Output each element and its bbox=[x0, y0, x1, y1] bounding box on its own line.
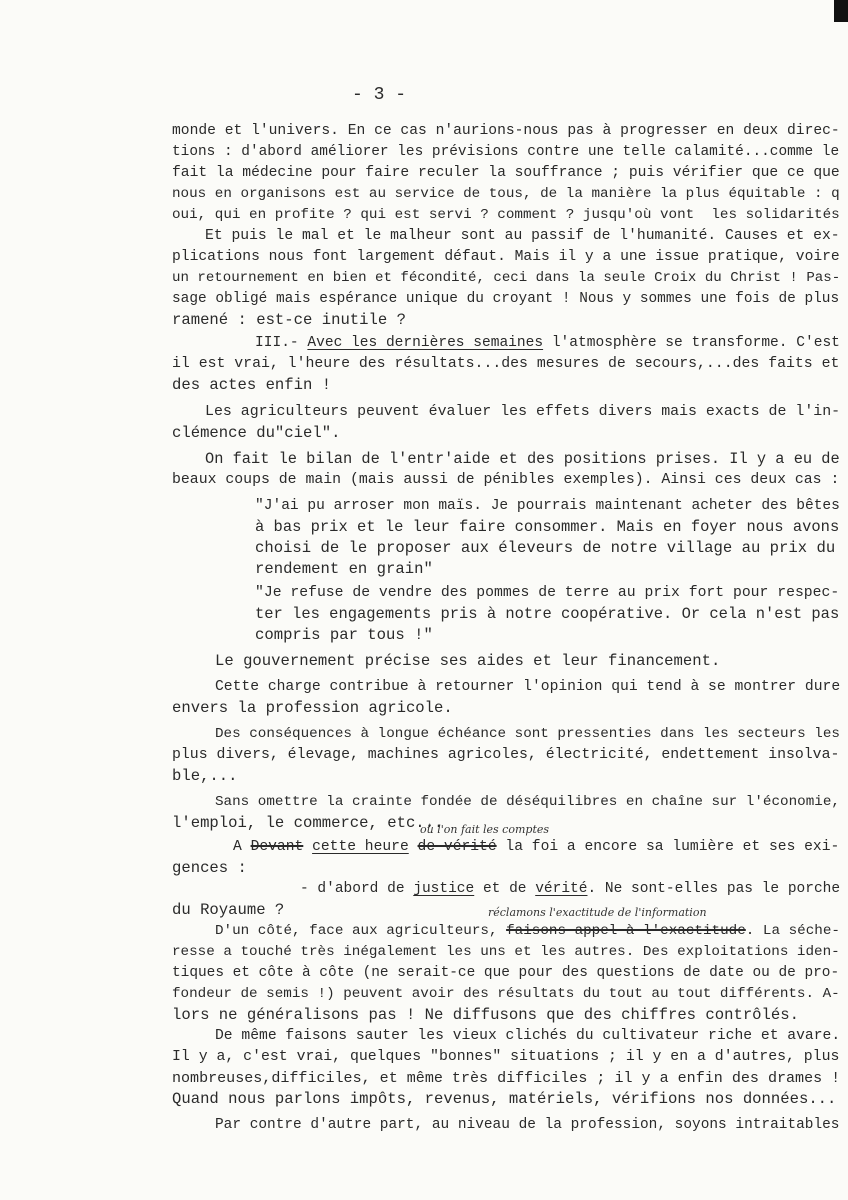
text-line: On fait le bilan de l'entr'aide et des positions prises. Il y a eu de bbox=[205, 450, 840, 468]
text-line: il est vrai, l'heure des résultats...des mesures de secours,...des faits et bbox=[172, 356, 840, 372]
text-line: un retournement en bien et fécondité, ceci dans la seule Croix du Christ ! Pas- bbox=[172, 270, 841, 286]
text-line: gences : bbox=[172, 859, 247, 877]
text-line: du Royaume ? bbox=[172, 901, 285, 919]
underlined-word: vérité bbox=[535, 881, 588, 897]
section-heading-line bbox=[255, 336, 840, 351]
text-line: beaux coups de main (mais aussi de pénibles exemples). Ainsi ces deux cas : bbox=[172, 472, 840, 488]
text-line: clémence du"ciel". bbox=[172, 424, 341, 442]
text-line: De même faisons sauter les vieux clichés du cultivateur riche et avare. bbox=[215, 1028, 841, 1044]
underlined-phrase: Avec les dernières semaines bbox=[307, 335, 544, 351]
text-run: A bbox=[233, 839, 251, 855]
text-line: Quand nous parlons impôts, revenus, matériels, vérifions nos données... bbox=[172, 1090, 837, 1108]
text-line: fondeur de semis !) peuvent avoir des résultats du tout au tout différents. A- bbox=[172, 986, 840, 1002]
text-line: plications nous font largement défaut. Mais il y a une issue pratique, voire bbox=[172, 249, 840, 265]
text-line-with-underlines bbox=[300, 882, 840, 897]
underlined-word: justice bbox=[413, 881, 475, 897]
text-line: oui, qui en profite ? qui est servi ? comment ? jusqu'où vont les solidarités bbox=[172, 207, 840, 223]
text-line: resse a touché très inégalement les uns et les autres. Des exploitations iden- bbox=[172, 944, 840, 960]
text-line: Des conséquences à longue échéance sont pressenties dans les secteurs les bbox=[215, 726, 840, 742]
scan-corner-mark bbox=[834, 0, 848, 22]
text-line: lors ne généralisons pas ! Ne diffusons que des chiffres contrôlés. bbox=[172, 1006, 799, 1024]
text-line-with-edits bbox=[215, 924, 840, 938]
text-line: envers la profession agricole. bbox=[172, 699, 453, 717]
quote-line: ter les engagements pris à notre coopérative. Or cela n'est pas bbox=[255, 605, 840, 623]
handwritten-insertion: réclamons l'exactitude de l'information bbox=[488, 906, 707, 919]
quote-line: rendement en grain" bbox=[255, 560, 433, 578]
quote-line: "J'ai pu arroser mon maïs. Je pourrais maintenant acheter des bêtes bbox=[255, 498, 840, 514]
struck-word: de vérité bbox=[417, 839, 497, 855]
text-line: tiques et côte à côte (ne serait-ce que pour des questions de date ou de pro- bbox=[172, 965, 840, 981]
text-line: l'emploi, le commerce, etc... bbox=[172, 814, 444, 832]
text-line: tions : d'abord améliorer les prévisions contre une telle calamité...comme le bbox=[172, 144, 840, 160]
text-line: ramené : est-ce inutile ? bbox=[172, 311, 406, 329]
section-number: III.- bbox=[255, 335, 308, 351]
text-line: Sans omettre la crainte fondée de déséquilibres en chaîne sur l'économie, bbox=[215, 794, 840, 810]
text-line: nombreuses,difficiles, et même très difficiles ; il y a enfin des drames ! bbox=[172, 1069, 841, 1087]
text-run: . La séche- bbox=[745, 923, 840, 939]
quote-line: compris par tous !" bbox=[255, 626, 433, 644]
text-run: la foi a encore sa lumière et ses exi- bbox=[505, 839, 840, 855]
text-run: . Ne sont-elles pas le porche bbox=[587, 881, 841, 897]
page-number: - 3 - bbox=[352, 85, 407, 105]
text-run: et de bbox=[474, 881, 536, 897]
text-line: fait la médecine pour faire reculer la souffrance ; puis vérifier que ce que bbox=[172, 165, 840, 181]
text-line: Et puis le mal et le malheur sont au passif de l'humanité. Causes et ex- bbox=[205, 228, 840, 244]
text-line: Le gouvernement précise ses aides et leur financement. bbox=[215, 652, 721, 670]
text-line-with-edits bbox=[233, 840, 839, 855]
text-run: l'atmosphère se transforme. C'est bbox=[543, 335, 840, 351]
text-line: Les agriculteurs peuvent évaluer les effets divers mais exacts de l'in- bbox=[205, 404, 841, 420]
struck-word: Devant bbox=[250, 839, 304, 855]
text-line: Par contre d'autre part, au niveau de la profession, soyons intraitables bbox=[215, 1117, 840, 1133]
quote-line: à bas prix et le leur faire consommer. Mais en foyer nous avons bbox=[255, 518, 840, 536]
text-line: des actes enfin ! bbox=[172, 376, 332, 394]
text-run: D'un côté, face aux agriculteurs, bbox=[215, 923, 498, 939]
text-line: sage obligé mais espérance unique du croyant ! Nous y sommes une fois de plus bbox=[172, 291, 840, 307]
struck-phrase: faisons appel à l'exactitude bbox=[506, 923, 746, 939]
text-line: nous en organisons est au service de tous, de la manière la plus équitable : q bbox=[172, 186, 840, 202]
quote-line: choisi de le proposer aux éleveurs de notre village au prix du bbox=[255, 539, 836, 557]
text-line: Cette charge contribue à retourner l'opinion qui tend à se montrer dure bbox=[215, 679, 841, 695]
text-line: Il y a, c'est vrai, quelques "bonnes" situations ; il y en a d'autres, plus bbox=[172, 1049, 840, 1065]
text-run: - d'abord de bbox=[300, 881, 414, 897]
text-line: ble,... bbox=[172, 767, 238, 785]
text-line: plus divers, élevage, machines agricoles, électricité, endettement insolva- bbox=[172, 747, 840, 763]
text-line: monde et l'univers. En ce cas n'aurions-nous pas à progresser en deux direc- bbox=[172, 123, 840, 139]
quote-line: "Je refuse de vendre des pommes de terre au prix fort pour respec- bbox=[255, 585, 840, 601]
handwritten-insertion: où l'on fait les comptes bbox=[420, 823, 550, 836]
underlined-phrase: cette heure bbox=[312, 839, 409, 855]
